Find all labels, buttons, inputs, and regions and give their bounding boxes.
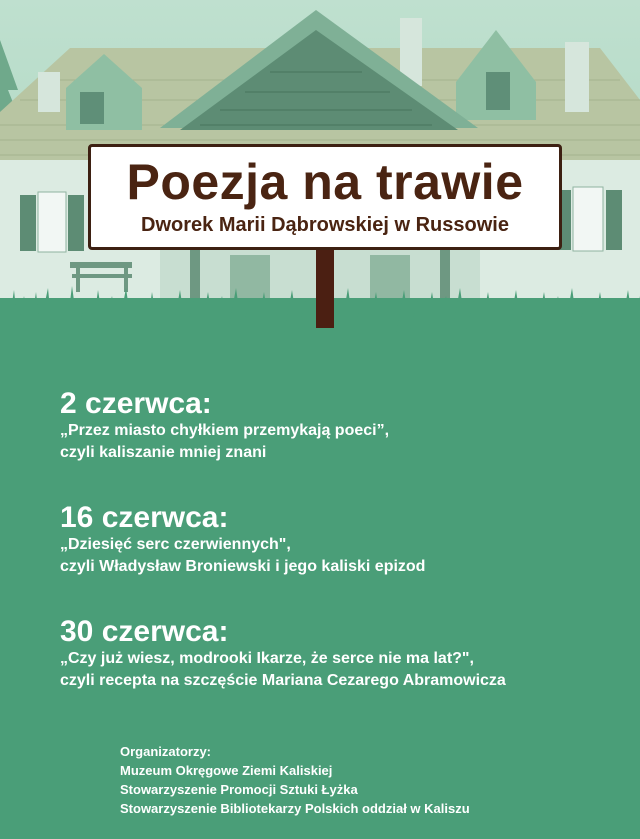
poster-subtitle: Dworek Marii Dąbrowskiej w Russowie xyxy=(141,214,509,236)
event-description: czyli Władysław Broniewski i jego kaliski epizod xyxy=(60,558,426,575)
event-title: „Dziesięć serc czerwiennych", xyxy=(60,536,291,553)
event-date: 16 czerwca: xyxy=(60,501,229,534)
event-date: 2 czerwca: xyxy=(60,387,212,420)
poster-title: Poezja na trawie xyxy=(126,154,524,210)
organizers xyxy=(120,742,470,818)
organizer-item: Muzeum Okręgowe Ziemi Kaliskiej xyxy=(120,763,333,778)
sign-post xyxy=(316,250,334,328)
event-title: „Czy już wiesz, modrooki Ikarze, że serce nie ma lat?", xyxy=(60,650,474,667)
event-1 xyxy=(60,388,389,464)
event-2 xyxy=(60,502,425,578)
title-sign xyxy=(88,144,562,250)
organizer-item: Stowarzyszenie Bibliotekarzy Polskich oddział w Kaliszu xyxy=(120,801,470,816)
event-date: 30 czerwca: xyxy=(60,615,229,648)
event-3 xyxy=(60,616,506,692)
organizers-heading: Organizatorzy: xyxy=(120,744,212,759)
event-title: „Przez miasto chyłkiem przemykają poeci”, xyxy=(60,422,390,439)
event-description: czyli kaliszanie mniej znani xyxy=(60,444,267,461)
event-description: czyli recepta na szczęście Mariana Cezarego Abramowicza xyxy=(60,672,506,689)
organizer-item: Stowarzyszenie Promocji Sztuki Łyżka xyxy=(120,782,358,797)
